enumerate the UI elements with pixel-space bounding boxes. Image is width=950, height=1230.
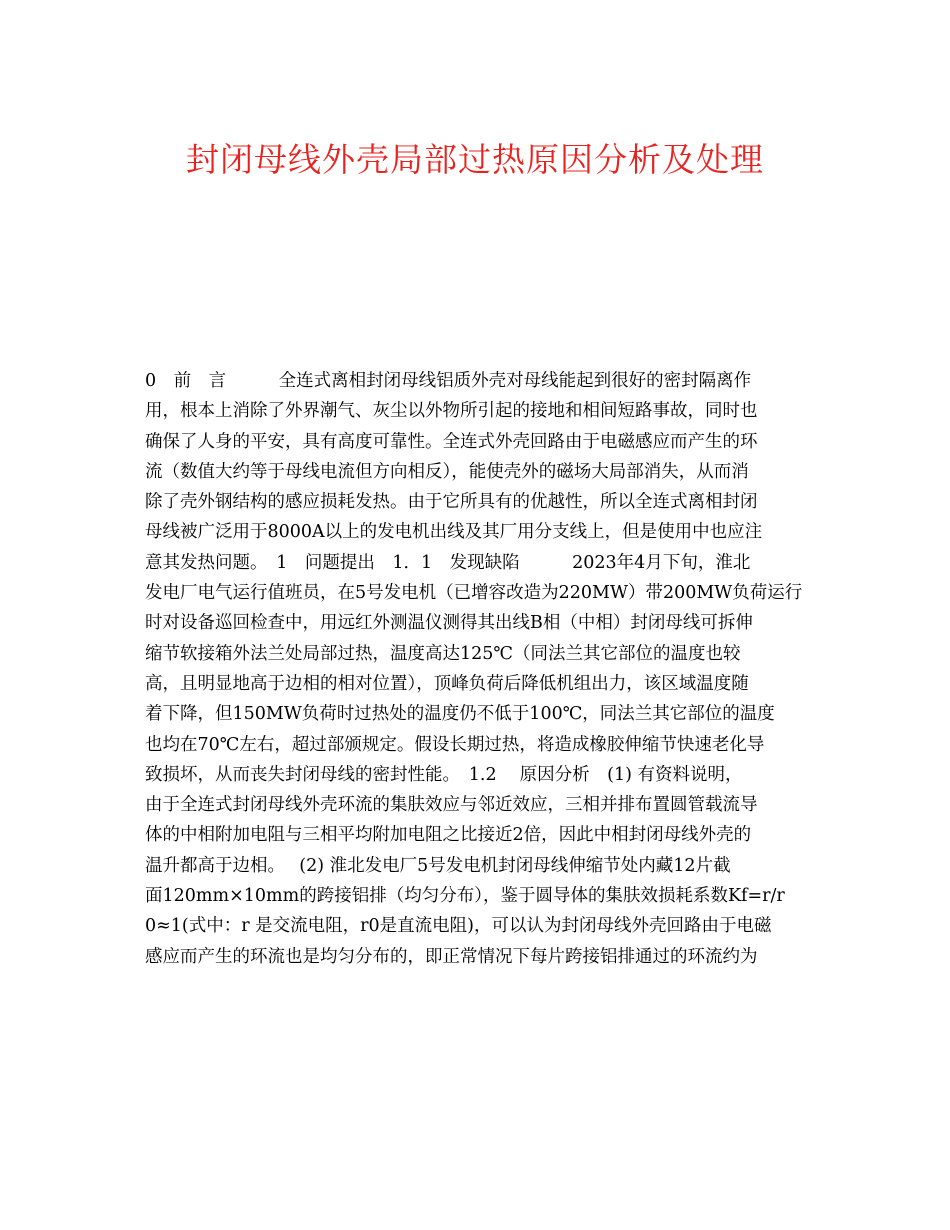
body-line: 发电厂电气运行值班员，在5号发电机（已增容改造为220MW）带200MW负荷运行 — [145, 583, 803, 604]
body-line: 温升都高于边相。 (2) 淮北发电厂5号发电机封闭母线伸缩节处内藏12片截 — [145, 855, 731, 876]
body-line: 着下降，但150MW负荷时过热处的温度仍不低于100℃，同法兰其它部位的温度 — [145, 704, 775, 725]
body-line: 感应而产生的环流也是均匀分布的，即正常情况下每片跨接铝排通过的环流约为 — [145, 946, 758, 967]
document-title: 封闭母线外壳局部过热原因分析及处理 — [186, 140, 764, 179]
body-line: 高，且明显地高于边相的相对位置），顶峰负荷后降低机组出力，该区域温度随 — [145, 673, 749, 694]
body-line: 由于全连式封闭母线外壳环流的集肤效应与邻近效应，三相并排布置圆管载流导 — [145, 795, 758, 816]
body-line: 缩节软接箱外法兰处局部过热，温度高达125℃（同法兰其它部位的温度也较 — [145, 643, 741, 664]
body-line: 流（数值大约等于母线电流但方向相反），能使壳外的磁场大局部消失，从而消 — [145, 461, 749, 482]
body-line: 致损坏，从而丧失封闭母线的密封性能。 1.2 原因分析 (1) 有资料说明， — [145, 764, 743, 785]
body-line: 意其发热问题。 1 问题提出 1．1 发现缺陷 2023年4月下旬，淮北 — [145, 552, 751, 573]
body-line: 用，根本上消除了外界潮气、灰尘以外物所引起的接地和相间短路事故，同时也 — [145, 401, 758, 422]
body-line: 母线被广泛用于8000A以上的发电机出线及其厂用分支线上，但是使用中也应注 — [145, 522, 763, 543]
body-line: 时对设备巡回检查中，用远红外测温仪测得其出线B相（中相）封闭母线可拆伸 — [145, 613, 753, 634]
body-line: 0≈1(式中：r 是交流电阻，r0是直流电阻)，可以认为封闭母线外壳回路由于电磁 — [145, 916, 772, 937]
body-line: 除了壳外钢结构的感应损耗发热。由于它所具有的优越性，所以全连式离相封闭 — [145, 492, 758, 513]
document-body — [145, 366, 815, 972]
body-line: 体的中相附加电阻与三相平均附加电阻之比接近2倍，因此中相封闭母线外壳的 — [145, 825, 752, 846]
body-line: 0 前 言 全连式离相封闭母线铝质外壳对母线能起到很好的密封隔离作 — [145, 371, 752, 391]
body-line: 也均在70℃左右，超过部颁规定。假设长期过热，将造成橡胶伸缩节快速老化导 — [145, 734, 765, 755]
body-line: 面120mm×10mm的跨接铝排（均匀分布），鉴于圆导体的集肤效损耗系数Kf=r/r — [145, 886, 785, 907]
body-line: 确保了人身的平安，具有高度可靠性。全连式外壳回路由于电磁感应而产生的环 — [145, 431, 758, 452]
